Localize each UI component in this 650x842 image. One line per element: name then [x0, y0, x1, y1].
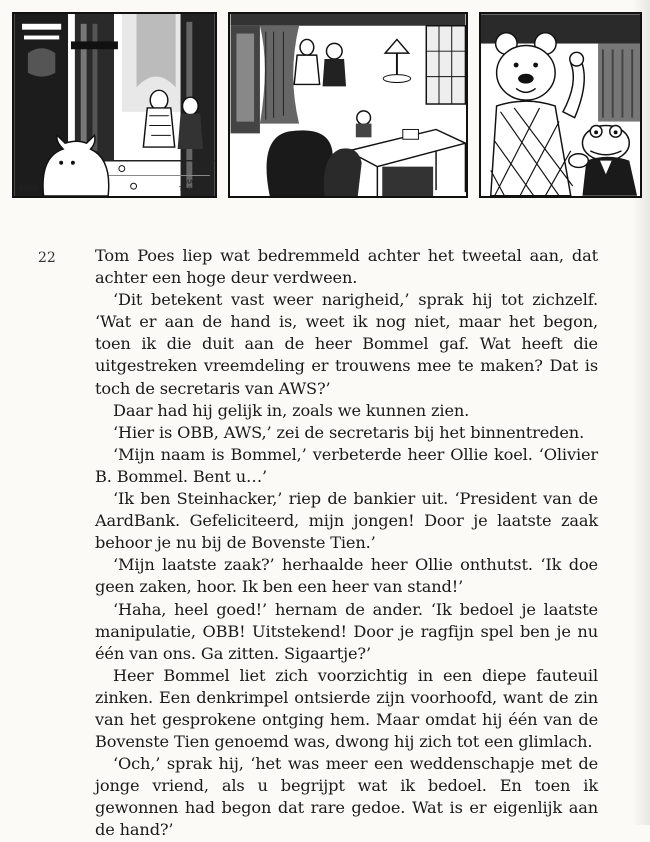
panel-1-illustration	[14, 14, 215, 196]
comic-strip	[12, 12, 642, 198]
panel-2-illustration	[230, 14, 466, 196]
paragraph: ‘Mijn laatste zaak?’ herhaalde heer Ollie onthutst. ‘Ik doe geen zaken, hoor. Ik ben een heer van stand!’	[95, 555, 598, 597]
page-number: 22	[38, 250, 56, 266]
comic-panel-1	[12, 12, 217, 198]
paragraph: ‘Och,’ sprak hij, ‘het was meer een weddenschapje met de jonge vriend, als u begrijpt wat ik bedoel. En toen ik gewonnen had begon dat rare gedoe. Wat is er eigenlijk aan de hand?’	[95, 754, 598, 840]
body-text	[95, 245, 598, 842]
comic-panel-2	[228, 12, 468, 198]
artist-signature	[179, 179, 209, 193]
paragraph: ‘Haha, heel goed!’ hernam de ander. ‘Ik bedoel je laatste manipulatie, OBB! Uitstekend! Door je ragfijn spel ben je nu één van ons. Ga zitten. Sigaartje?’	[95, 599, 598, 663]
paragraph: ‘Hier is OBB, AWS,’ zei de secretaris bij het binnentreden.	[113, 422, 585, 442]
comic-panel-3	[479, 12, 642, 198]
signature-line-2: TOONDER	[178, 186, 209, 193]
paragraph: Daar had hij gelijk in, zoals we kunnen zien.	[113, 400, 470, 420]
paragraph: Heer Bommel liet zich voorzichtig in een diepe fauteuil zinken. Een denkrimpel ontsierde zijn voorhoofd, want de zin van het gesprokene ontging hem. Maar omdat hij één van de Bovenste Tien genoemd was, dwong hij zich tot een glimlach.	[95, 665, 598, 752]
paragraph: ‘Ik ben Steinhacker,’ riep de bankier uit. ‘President van de AardBank. Gefeliciteerd, mijn jongen! Door je laatste zaak behoor je nu bij de Bovenste Tien.’	[95, 489, 598, 553]
panel-3-illustration	[481, 14, 640, 196]
paragraph: ‘Dit betekent vast weer narigheid,’ sprak hij tot zichzelf. ‘Wat er aan de hand is, weet ik nog niet, maar het begon, toen ik die duit aan de heer Bommel gaf. Wat heeft die uitgestreken vreemdeling er trouwens mee te maken? Dat is toch de secretaris van AWS?’	[95, 290, 598, 398]
paragraph: Tom Poes liep wat bedremmeld achter het tweetal aan, dat achter een hoge deur verdween.	[95, 246, 598, 288]
signature-line-1: MARTEN	[184, 179, 209, 186]
panel-number: 4968	[18, 184, 39, 193]
paragraph: ‘Mijn naam is Bommel,’ verbeterde heer Ollie koel. ‘Olivier B. Bommel. Bent u…’	[95, 444, 598, 486]
